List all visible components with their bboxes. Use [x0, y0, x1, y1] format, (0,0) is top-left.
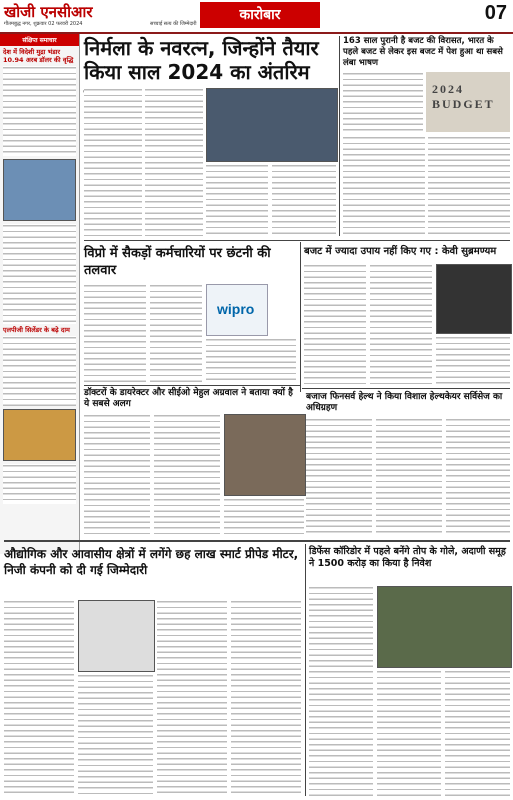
sidebar-photo: [3, 159, 76, 221]
subramanian-body-col3: [436, 336, 510, 384]
doctors-body-col3: [224, 498, 304, 534]
column-divider-3: [305, 544, 306, 796]
sidebar-header: संक्षिप्त समाचार: [0, 34, 79, 46]
section-rule-3: [302, 388, 510, 389]
meter-body-col1: [4, 600, 74, 796]
section-rule-2: [84, 385, 300, 386]
budget-label: 2024 BUDGET: [432, 82, 495, 111]
doctors-headline: डॉक्टरों के डायरेक्टर और सीईओ मेहुल अग्रवाल ने बताया क्यों है ये सबसे अलग: [84, 388, 293, 409]
lead-headline: निर्मला के नवरत्न, जिन्होंने तैयार किया साल 2024 का अंतरिम: [84, 36, 319, 84]
sidebar-story2-body: [3, 336, 76, 406]
section-title: कारोबार: [200, 2, 320, 28]
budget-2024-graphic: [426, 72, 510, 132]
column-divider: [339, 36, 340, 236]
wipro-body-col2: [150, 284, 202, 382]
bajaj-body-col2: [376, 418, 442, 534]
adani-body-col3: [445, 670, 510, 796]
smart-meter-photo: [78, 600, 155, 672]
news-brief-sidebar: [0, 34, 80, 554]
doctors-body-col1: [84, 414, 150, 534]
lead-body-col3: [206, 164, 268, 238]
sidebar-story1-title: देश में विदेशी मुद्रा भंडार 10.94 अरब डॉलर की वृद्धि: [3, 48, 74, 64]
defence-corridor-photo: [377, 586, 512, 668]
adani-body-col2: [377, 670, 441, 796]
subramanian-body-col2: [370, 264, 432, 384]
sidebar-story2-title: एलपीजी सिलेंडर के बढ़े दाम: [3, 326, 70, 334]
adani-headline: डिफेंस कॉरिडोर में पहले बनेंगे तोप के गोले, अदाणी समूह ने 1500 करोड़ का किया है निवेश: [309, 546, 506, 569]
lead-body-col4: [272, 164, 336, 238]
page-number: 07: [484, 2, 507, 24]
section-rule: [84, 240, 510, 241]
ministers-group-photo: [206, 88, 338, 162]
issue-dateline: गौतमबुद्ध नगर, शुक्रवार 02 फरवरी 2024: [4, 21, 83, 27]
wipro-body-col1: [84, 284, 146, 382]
budget-history-body2: [343, 136, 425, 236]
smart-meter-headline: औद्योगिक और आवासीय क्षेत्रों में लगेंगे छह लाख स्मार्ट प्रीपेड मीटर, निजी कंपनी को दी गई जिम्मेदारी: [4, 547, 299, 577]
tagline: सच्चाई सत्य की जिम्मेदारी: [150, 21, 197, 27]
meter-body-col3: [157, 600, 227, 796]
bajaj-headline: बजाज फिनसर्व हेल्थ ने किया विशाल हेल्थकेयर सर्विसेज का अधिग्रहण: [306, 392, 503, 413]
subramanian-headline: बजट में ज्यादा उपाय नहीं किए गए : केवी सुब्रमण्यम: [304, 246, 497, 257]
newspaper-brand: खोजी एनसीआर: [4, 3, 93, 21]
sidebar-story1-body-cont: [3, 224, 76, 324]
adani-body-col1: [309, 586, 373, 796]
sidebar-story3-body: [3, 464, 76, 504]
wipro-headline: विप्रो में सैकड़ों कर्मचारियों पर छंटनी की तलवार: [84, 246, 271, 278]
doctors-event-photo: [224, 414, 306, 496]
meter-body-col4: [231, 600, 301, 796]
lead-body-col2: [145, 88, 203, 238]
bajaj-body-col3: [446, 418, 510, 534]
speaker-photo: [436, 264, 512, 334]
doctors-body-col2: [154, 414, 220, 534]
masthead: [0, 0, 513, 34]
wipro-logo-photo: [206, 284, 268, 336]
sidebar-story1-body: [3, 66, 76, 156]
column-divider-2: [300, 242, 301, 392]
budget-history-body1: [343, 72, 423, 132]
meter-body-col2: [78, 674, 153, 796]
subramanian-body-col1: [304, 264, 366, 384]
gas-cylinder-photo: [3, 409, 76, 461]
lead-body-col1: [84, 88, 142, 238]
wipro-logo-text: wipro: [217, 301, 255, 317]
wipro-body-col3: [206, 338, 296, 382]
budget-history-body3: [428, 136, 510, 236]
budget-history-headline: 163 साल पुरानी है बजट की विरासत, भारत के पहले बजट से लेकर इस बजट में पेश हुआ था सबसे लंबा भाषण: [343, 36, 503, 68]
section-rule-4: [4, 540, 510, 542]
bajaj-body-col1: [306, 418, 372, 534]
